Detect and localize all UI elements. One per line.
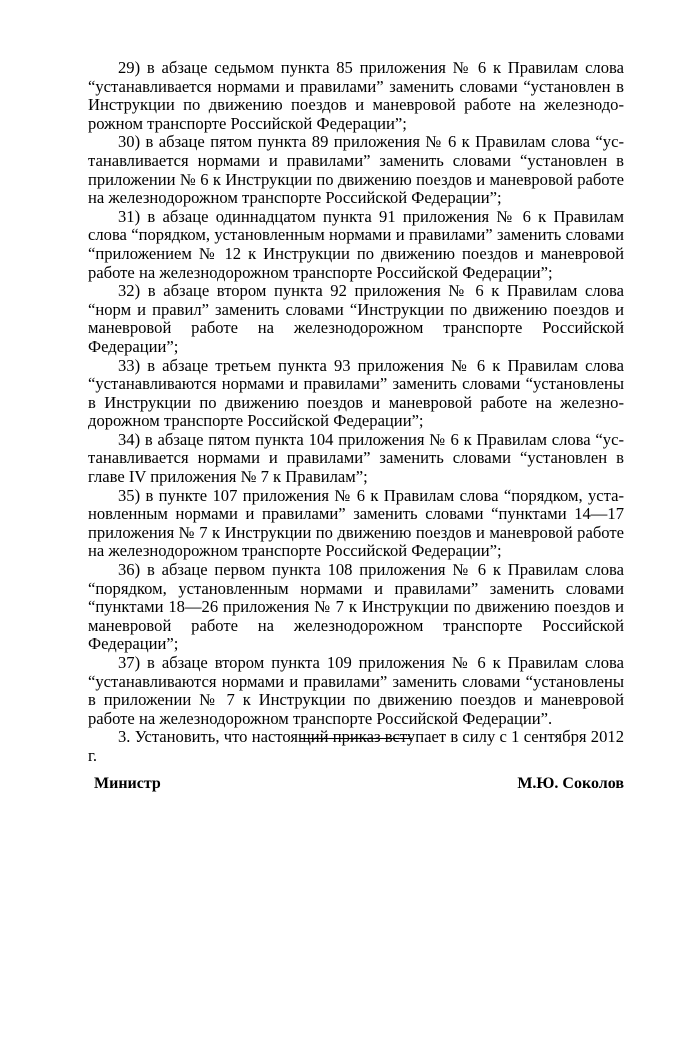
paragraph-33: 33) в абзаце третьем пункта 93 приложения № 6 к Правилам слова “устанавливаются нормами и правилами” заменить словами “установлены в Инструкции по движению поездов и маневровой работе на железнодорожном транспорте Российской Федерации”;: [88, 355, 624, 431]
paragraph-36: 36) в абзаце первом пункта 108 приложения № 6 к Правилам слова “порядком, установленным нормами и правилами” заменить словами “пунктами 18—26 приложения № 7 к Инструкции по движению поездов и маневровой работе на железнодорожном транспорте Российской Федерации”;: [88, 560, 624, 654]
signature-block: [88, 775, 624, 795]
paragraph-30: 30) в абзаце пятом пункта 89 приложения № 6 к Правилам слова “устанавливается нормами и правилами” заменить словами “установлен в приложении № 6 к Инструкции по движению поездов и маневровой работе на железнодорожном транспорте Российской Федерации”;: [88, 132, 624, 208]
paragraph-effective-date: 3. Установить, что настоящий приказ вступает в силу с 1 сентября 2012 г.: [88, 727, 624, 765]
signatory-name: М.Ю. Соколов: [517, 774, 624, 792]
paragraph-29: 29) в абзаце седьмом пункта 85 приложения № 6 к Правилам слова “устанавливается нормами и правилами” заменить словами “установлен в Инструкции по движению поездов и маневровой работе на железнодорожном транспорте Российской Федерации”;: [88, 58, 624, 133]
paragraph-31: 31) в абзаце одиннадцатом пункта 91 приложения № 6 к Правилам слова “порядком, установленным нормами и правилами” заменить словами “приложением № 12 к Инструкции по движению поездов и маневровой работе на железнодорожном транспорте Российской Федерации”;: [88, 206, 624, 282]
paragraph-35: 35) в пункте 107 приложения № 6 к Правилам слова “порядком, установленным нормами и правилами” заменить словами “пунктами 14—17 приложения № 7 к Инструкции по движению поездов и маневровой работе на железнодорожном транспорте Российской Федерации”;: [88, 485, 624, 561]
closing-rule: [300, 738, 412, 739]
paragraph-32: 32) в абзаце втором пункта 92 приложения № 6 к Правилам слова “норм и правил” заменить словами “Инструкции по движению поездов и маневровой работе на железнодорожном транспорте Российской Федерации”;: [88, 281, 624, 356]
signatory-title: Министр: [94, 774, 161, 792]
paragraph-34: 34) в абзаце пятом пункта 104 приложения № 6 к Правилам слова “устанавливается нормами и правилами” заменить словами “установлен в главе IV приложения № 7 к Правилам”;: [88, 429, 624, 487]
document-body: [88, 59, 624, 795]
paragraph-37: 37) в абзаце втором пункта 109 приложения № 6 к Правилам слова “устанавливаются нормами и правилами” заменить словами “установлены в приложении № 7 к Инструкции по движению поездов и маневровой работе на железнодорожном транспорте Российской Федерации”.: [88, 653, 624, 728]
